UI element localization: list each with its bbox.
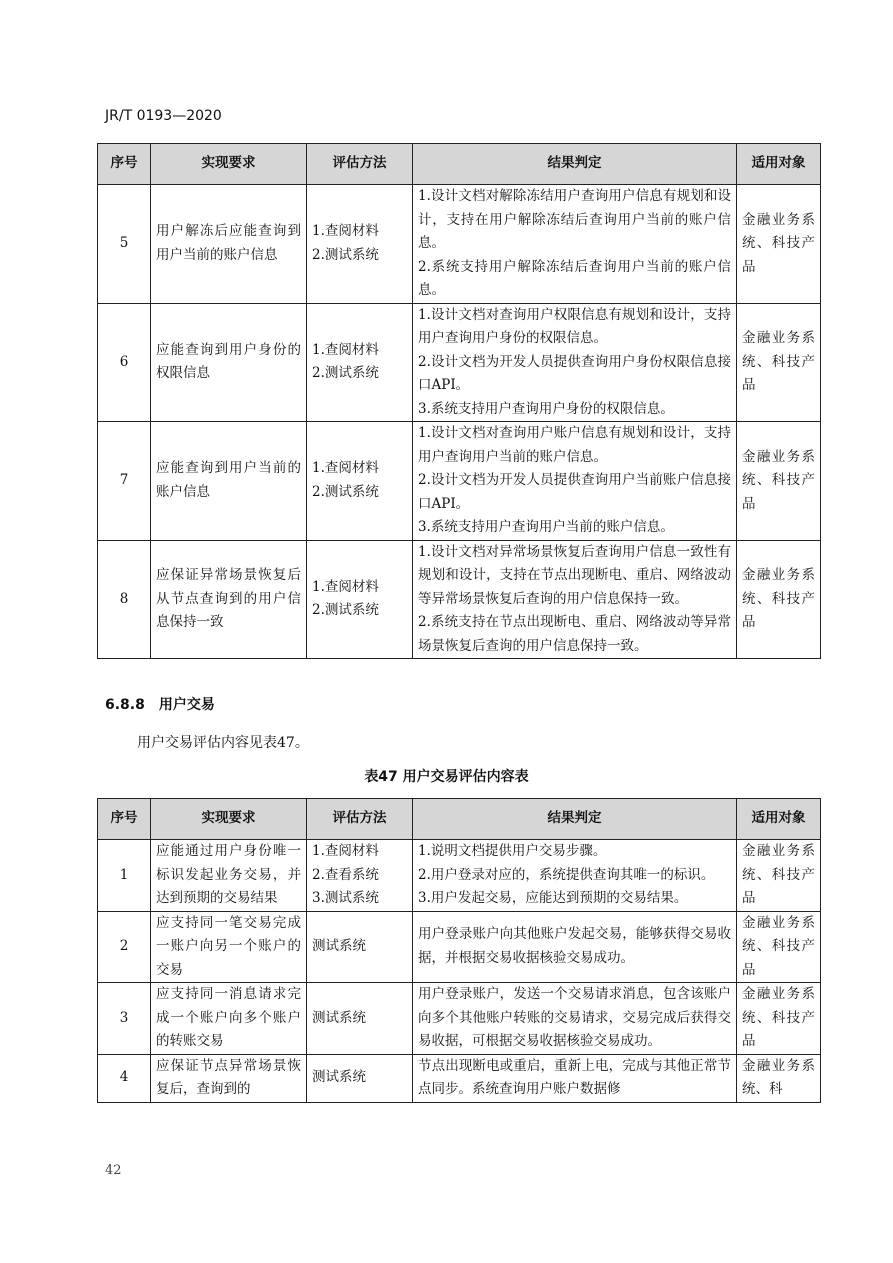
method-item: 2.测试系统 <box>312 602 379 619</box>
result-item: 1.设计文档对查询用户权限信息有规划和设计，支持用户查询用户身份的权限信息。 <box>418 306 731 346</box>
target-cell: 金融业务系统、科技产品 <box>737 540 821 659</box>
header-requirement: 实现要求 <box>151 799 307 840</box>
row-number: 1 <box>98 840 151 912</box>
result-item: 3.系统支持用户查询用户身份的权限信息。 <box>418 400 674 417</box>
table-body <box>98 840 821 1103</box>
table-row <box>98 540 821 659</box>
target-cell: 金融业务系统、科技产品 <box>737 911 821 983</box>
method-cell <box>307 1054 413 1102</box>
evaluation-table-47 <box>97 798 821 1103</box>
result-cell <box>413 422 737 541</box>
result-cell <box>413 303 737 422</box>
section-title: 用户交易 <box>158 697 215 713</box>
result-item: 用户登录账户向其他账户发起交易，能够获得交易收据，并根据交易收据核验交易成功。 <box>418 926 731 966</box>
result-item: 1.设计文档对异常场景恢复后查询用户信息一致性有规划和设计，支持在节点出现断电、重启、网络波动等异常场景恢复后查询的用户信息保持一致。 <box>418 543 731 607</box>
row-number: 8 <box>98 540 151 659</box>
method-item: 测试系统 <box>312 938 366 954</box>
page-number: 42 <box>105 1163 122 1178</box>
header-method: 评估方法 <box>307 799 413 840</box>
method-item: 1.查阅材料 <box>312 843 379 859</box>
intro-paragraph: 用户交易评估内容见表47。 <box>137 735 309 751</box>
result-cell <box>413 840 737 912</box>
method-item: 测试系统 <box>312 1069 366 1086</box>
table-row <box>98 983 821 1055</box>
method-item: 1.查阅材料 <box>312 460 379 477</box>
row-number: 4 <box>98 1054 151 1102</box>
header-no: 序号 <box>98 799 151 840</box>
result-item: 1.设计文档对查询用户账户信息有规划和设计，支持用户查询用户当前的账户信息。 <box>418 425 731 465</box>
target-cell: 金融业务系统、科技产品 <box>737 185 821 304</box>
result-cell <box>413 185 737 304</box>
method-cell <box>307 303 413 422</box>
table-row <box>98 840 821 912</box>
requirement-cell: 应能查询到用户身份的权限信息 <box>151 303 307 422</box>
result-cell <box>413 1054 737 1102</box>
method-cell <box>307 422 413 541</box>
table-row <box>98 1054 821 1102</box>
table-header <box>98 799 821 840</box>
row-number: 6 <box>98 303 151 422</box>
document-code: JR/T 0193—2020 <box>105 108 222 124</box>
requirement-cell: 应支持同一消息请求完成一个账户向多个账户的转账交易 <box>151 983 307 1055</box>
result-item: 2.设计文档为开发人员提供查询用户身份权限信息接口API。 <box>418 353 731 393</box>
row-number: 2 <box>98 911 151 983</box>
result-cell <box>413 540 737 659</box>
method-item: 2.测试系统 <box>312 246 379 263</box>
header-result: 结果判定 <box>413 799 737 840</box>
result-cell <box>413 983 737 1055</box>
method-item: 1.查阅材料 <box>312 341 379 358</box>
table-header <box>98 144 821 185</box>
header-method: 评估方法 <box>307 144 413 185</box>
row-number: 5 <box>98 185 151 304</box>
method-cell <box>307 983 413 1055</box>
method-cell <box>307 840 413 912</box>
result-cell <box>413 911 737 983</box>
requirement-cell: 应支持同一笔交易完成一账户向另一个账户的交易 <box>151 911 307 983</box>
target-cell: 金融业务系统、科 <box>737 1054 821 1102</box>
result-item: 用户登录账户，发送一个交易请求消息，包含该账户向多个其他账户转账的交易请求，交易完成后获得交易收据，可根据交易收据核验交易成功。 <box>418 986 731 1049</box>
result-item: 2.系统支持在节点出现断电、重启、网络波动等异常场景恢复后查询的用户信息保持一致。 <box>418 614 731 654</box>
method-item: 2.测试系统 <box>312 365 379 382</box>
section-heading <box>105 694 215 714</box>
requirement-cell: 用户解冻后应能查询到用户当前的账户信息 <box>151 185 307 304</box>
result-item: 1.设计文档对解除冻结用户查询用户信息有规划和设计，支持在用户解除冻结后查询用户当前的账户信息。 <box>418 188 731 251</box>
method-cell <box>307 185 413 304</box>
method-item: 3.测试系统 <box>312 890 379 906</box>
header-result: 结果判定 <box>413 144 737 185</box>
result-item: 2.设计文档为开发人员提供查询用户当前账户信息接口API。 <box>418 472 731 512</box>
header-no: 序号 <box>98 144 151 185</box>
row-number: 7 <box>98 422 151 541</box>
requirement-cell: 应保证异常场景恢复后从节点查询到的用户信息保持一致 <box>151 540 307 659</box>
row-number: 3 <box>98 983 151 1055</box>
target-cell: 金融业务系统、科技产品 <box>737 983 821 1055</box>
table-body <box>98 185 821 659</box>
target-cell: 金融业务系统、科技产品 <box>737 840 821 912</box>
result-item: 节点出现断电或重启，重新上电，完成与其他正常节点同步。系统查询用户账户数据修 <box>418 1057 731 1097</box>
table-row <box>98 185 821 304</box>
table-row <box>98 303 821 422</box>
table-row <box>98 911 821 983</box>
method-item: 1.查阅材料 <box>312 223 379 240</box>
method-cell <box>307 540 413 659</box>
target-cell: 金融业务系统、科技产品 <box>737 422 821 541</box>
header-target: 适用对象 <box>737 144 821 185</box>
method-item: 测试系统 <box>312 1009 366 1026</box>
table-row <box>98 422 821 541</box>
table-caption: 表47 用户交易评估内容表 <box>364 769 529 785</box>
method-item: 2.测试系统 <box>312 483 379 500</box>
section-number: 6.8.8 <box>105 697 145 713</box>
requirement-cell: 应保证节点异常场景恢复后，查询到的 <box>151 1054 307 1102</box>
result-item: 2.用户登录对应的，系统提供查询其唯一的标识。 <box>418 866 715 883</box>
requirement-cell: 应能查询到用户当前的账户信息 <box>151 422 307 541</box>
header-requirement: 实现要求 <box>151 144 307 185</box>
evaluation-table-46 <box>97 143 821 659</box>
method-cell <box>307 911 413 983</box>
result-item: 1.说明文档提供用户交易步骤。 <box>418 843 607 859</box>
method-item: 1.查阅材料 <box>312 578 379 595</box>
result-item: 3.用户发起交易，应能达到预期的交易结果。 <box>418 890 688 906</box>
header-target: 适用对象 <box>737 799 821 840</box>
method-item: 2.查看系统 <box>312 866 379 883</box>
target-cell: 金融业务系统、科技产品 <box>737 303 821 422</box>
requirement-cell: 应能通过用户身份唯一标识发起业务交易，并达到预期的交易结果 <box>151 840 307 912</box>
result-item: 2.系统支持用户解除冻结后查询用户当前的账户信息。 <box>418 258 731 298</box>
result-item: 3.系统支持用户查询用户当前的账户信息。 <box>418 519 674 535</box>
